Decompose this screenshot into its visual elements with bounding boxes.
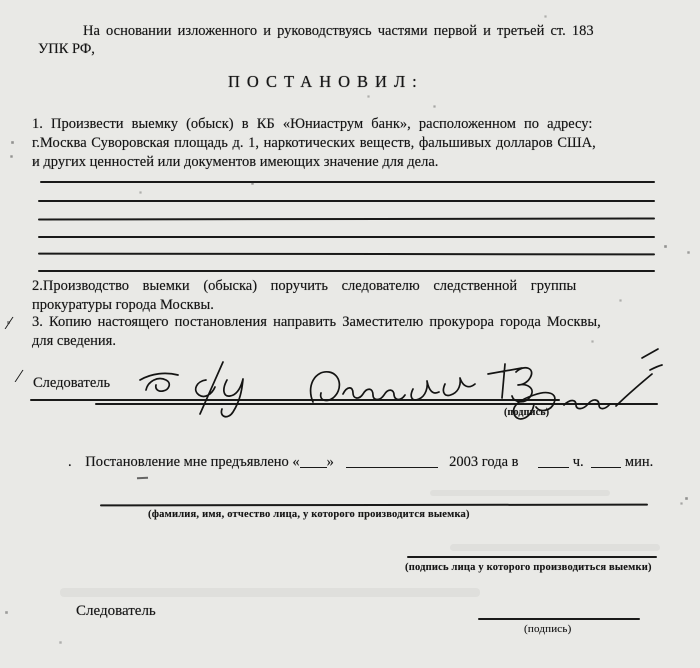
margin-slash-mark-1: / — [4, 312, 13, 335]
blank-line-2 — [38, 200, 655, 202]
handwritten-signature — [130, 346, 670, 424]
blank-line-6 — [38, 270, 655, 272]
year-text: 2003 года в — [449, 454, 519, 470]
paragraph3-line2: для сведения. — [32, 333, 116, 349]
paragraph1-line2: г.Москва Суворовская площадь д. 1, наркотических веществ, фальшивых долларов США, — [32, 135, 596, 151]
hours-label: ч. — [572, 454, 584, 470]
minutes-blank — [591, 455, 621, 468]
name-blank-line — [100, 504, 648, 507]
paragraph3-line1: 3. Копию настоящего постановления направить Заместителю прокурора города Москвы, — [32, 314, 601, 330]
paragraph2-line2: прокуратуры города Москвы. — [32, 297, 214, 313]
blank-line-1 — [40, 181, 655, 183]
subject-signature-caption: (подпись лица у которого производиться выемки) — [405, 562, 652, 573]
bottom-investigator-label: Следователь — [76, 603, 156, 619]
month-blank — [346, 455, 438, 468]
stray-dash-artifact — [137, 477, 148, 480]
subject-signature-line — [407, 556, 657, 558]
signature-caption-1: (подпись) — [504, 407, 550, 418]
intro-line-2: УПК РФ, — [38, 41, 95, 57]
blank-line-3 — [38, 217, 655, 220]
signature-caption-2: (подпись) — [524, 623, 572, 635]
blank-line-4 — [38, 236, 655, 238]
investigator-label: Следователь — [33, 375, 111, 391]
day-blank — [300, 455, 327, 468]
lead-dot-artifact: . — [68, 454, 72, 470]
paragraph2-line1: 2.Производство выемки (обыска) поручить следователю следственной группы — [32, 278, 577, 294]
minutes-label: мин. — [624, 454, 654, 470]
resolution-heading: ПОСТАНОВИЛ: — [228, 72, 424, 91]
scan-smudge-1 — [60, 588, 480, 597]
close-quote: » — [326, 454, 334, 470]
paragraph1-line1: 1. Произвести выемку (обыск) в КБ «Юниаструм банк», расположенном по адресу: — [32, 116, 593, 132]
scan-smudge-3 — [430, 490, 610, 496]
blank-line-5 — [38, 253, 655, 256]
margin-slash-mark-2: / — [14, 365, 23, 388]
name-line-caption: (фамилия, имя, отчество лица, у которого производится выемка) — [148, 509, 470, 520]
scan-noise-specks — [0, 0, 1, 1]
intro-line-1: На основании изложенного и руководствуясь частями первой и третьей ст. 183 — [83, 23, 594, 39]
presented-text: Постановление мне предъявлено « — [85, 454, 300, 470]
presented-row — [68, 453, 653, 472]
scan-smudge-2 — [450, 544, 660, 551]
paragraph1-line3: и других ценностей или документов имеющих значение для дела. — [32, 154, 439, 170]
bottom-signature-line — [478, 618, 640, 620]
hours-blank — [538, 455, 569, 468]
